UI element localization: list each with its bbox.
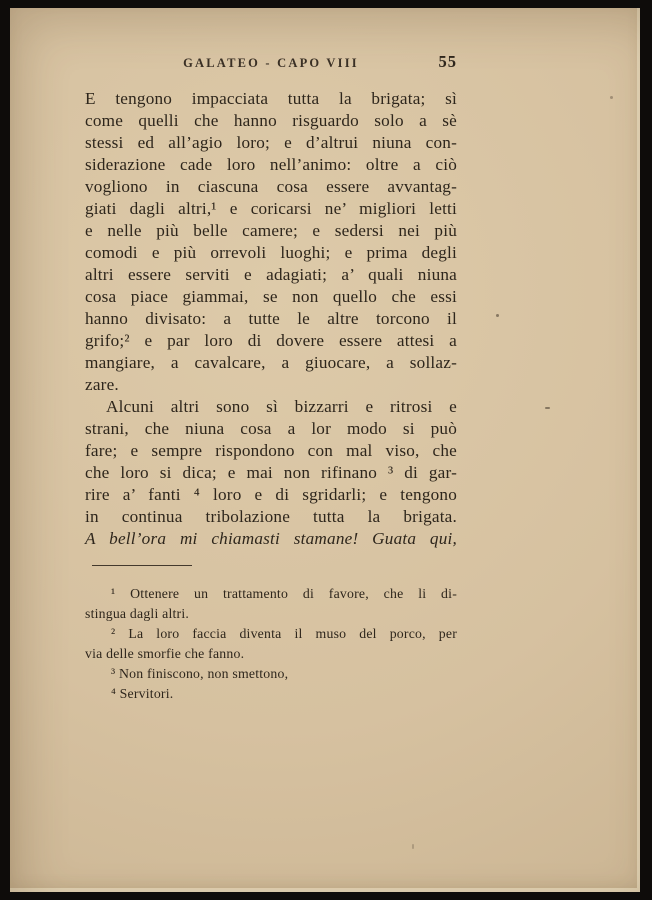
text-line: vogliono in ciascuna cosa essere avvantag- <box>85 177 457 196</box>
footnote-separator <box>92 565 192 566</box>
text-line: giati dagli altri,¹ e coricarsi ne’ migliori letti <box>85 199 457 218</box>
text-line: grifo;² e par loro di dovere essere attesi a <box>85 331 457 350</box>
text-line: che loro si dica; e mai non rifinano ³ di gar- <box>85 463 457 482</box>
text-line: fare; e sempre rispondono con mal viso, che <box>85 441 457 460</box>
text-line: hanno divisato: a tutte le altre torcono il <box>85 309 457 328</box>
page-number: 55 <box>438 52 457 71</box>
text-line: in continua tribolazione tutta la brigata. <box>85 507 457 526</box>
text-line: Alcuni altri sono sì bizzarri e ritrosi e <box>106 397 457 416</box>
ink-speck <box>412 844 414 849</box>
text-line: zare. <box>85 375 119 394</box>
book-page <box>10 8 640 892</box>
body-text <box>85 88 457 550</box>
ink-speck <box>545 407 550 409</box>
text-line: cosa piace giammai, se non quello che essi <box>85 287 457 306</box>
text-line: strani, che niuna cosa a lor modo si può <box>85 419 457 438</box>
text-line: stessi ed all’agio loro; e d’altrui niuna con- <box>85 133 457 152</box>
ink-speck <box>496 314 499 317</box>
text-line: E tengono impacciata tutta la brigata; sì <box>85 89 457 108</box>
text-line: e nelle più belle camere; e sedersi nei più <box>85 221 457 240</box>
running-header <box>85 52 457 74</box>
footnotes <box>85 584 457 704</box>
text-line: siderazione cade loro nell’animo: oltre a ciò <box>85 155 457 174</box>
text-line: rire a’ fanti ⁴ loro e di sgridarli; e tengono <box>85 485 457 504</box>
footnote-line: ² La loro faccia diventa il muso del porco, per <box>111 626 457 641</box>
footnote-line: ⁴ Servitori. <box>111 686 174 701</box>
footnote-line: via delle smorfie che fanno. <box>85 646 245 661</box>
running-title: GALATEO - CAPO VIII <box>183 56 359 70</box>
footnote-line: ¹ Ottenere un trattamento di favore, che li di- <box>111 586 457 601</box>
ink-speck <box>610 96 613 99</box>
footnote-line: ³ Non finiscono, non smettono, <box>111 666 289 681</box>
text-line: altri essere serviti e adagiati; a’ quali niuna <box>85 265 457 284</box>
text-line-italic: A bell’ora mi chiamasti stamane! Guata qui, <box>85 529 457 548</box>
text-line: mangiare, a cavalcare, a giuocare, a sollaz- <box>85 353 457 372</box>
text-line: come quelli che hanno risguardo solo a sè <box>85 111 457 130</box>
footnote-line: stingua dagli altri. <box>85 606 190 621</box>
text-line: comodi e più orrevoli luoghi; e prima degli <box>85 243 457 262</box>
